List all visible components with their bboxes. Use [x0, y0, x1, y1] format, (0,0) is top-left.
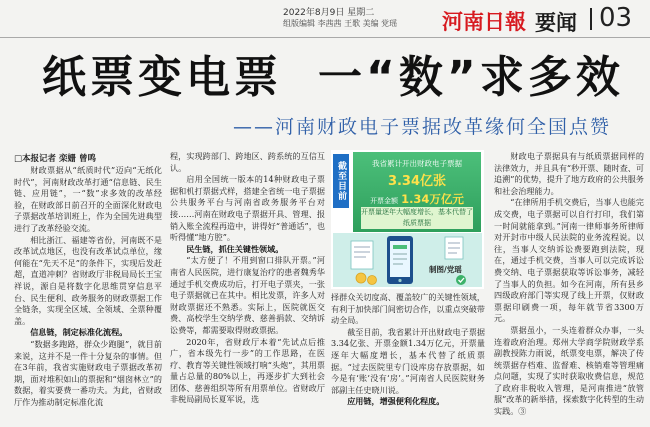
- infographic-tag: 截至目前: [333, 154, 349, 208]
- headline-subtitle: ——河南财政电子票据改革缘何全国点赞: [233, 116, 612, 138]
- header-rule: [0, 37, 650, 38]
- paragraph: 启用全国统一版本的14种财政电子票据和机打票据式样，搭建全省统一电子票据公共服务平台与河南省政务服务平台对接……河南在财政电子票据开具、管理、报销入账全流程再造中，讲得好“普通话”，也听得懂“地方腔”。: [170, 174, 325, 243]
- paragraph: 2020年，省财政厅本着“先试点后推广，省本级先行一步”的工作思路，在医疗、教育等关键性领域打响“头炮”，其用票量占总量的80%以上，再逐步扩大到社会团体、慈善组织等所有用票单位。省财政厅非税局副局长夏军说，选: [170, 336, 325, 405]
- paragraph: 财政电子票据具有与纸质票据同样的法律效力，并且具有“秒开票、随时查、可追溯”的优势，提升了地方政府的公共服务和社会治理能力。: [494, 151, 644, 196]
- newspaper-logo: 河南日報: [442, 9, 526, 34]
- infographic-amount-row: [353, 188, 481, 207]
- infographic-panel: [353, 152, 481, 232]
- paragraph: 财政票据从“纸质时代”迈向“无纸化时代”，河南财政改革打通“信息链、民生链、应用链”，一“数”求多效的改革经验，在财政部日前召开的全面深化财政电子票据改革培训班上，作为全国先进典型进行了改革经验交流。: [14, 165, 162, 233]
- byline: □本报记者 栾姗 曾鸣: [14, 154, 96, 164]
- check-icon: [456, 275, 466, 285]
- section-name: 要闻: [535, 11, 577, 35]
- section-subheading: 应用链，增强便利化程度。: [347, 396, 445, 407]
- infographic-box: [331, 150, 484, 289]
- article-column-4: [494, 151, 644, 423]
- headline-part-2: 一“数”求多效: [318, 52, 624, 103]
- infographic-amount: 1.34万亿元: [401, 192, 464, 206]
- infographic-heading: 我省累计开出财政电子票据: [372, 159, 462, 168]
- paragraph: 票据虽小，一头连着群众办事，一头连着政府治理。郑州大学商学院财政学系副教授陈力雨说，纸票变电票，解决了传统票据存档难、监督难、核销难等管理痛点问题，实现了实时获取收费信息，规范了政府非税收入管理，是河南推进“放管服”改革的新举措，探索数字化转型的生动实践。③: [494, 324, 644, 417]
- receipt-icon: [445, 237, 463, 259]
- article-column-2: [170, 151, 325, 423]
- infographic-count: 3.34亿张: [387, 174, 447, 189]
- paragraph: 截至目前，我省累计开出财政电子票据3.34亿张、开票金额1.34万亿元，开票量逐年大幅度增长，基本代替了纸质票据。“过去医院里专门设库房存放票据，如今是有‘账’没有‘房’。”河南省人民医院财务部副主任史晓川说。: [331, 326, 485, 395]
- receipt-icon: [351, 241, 373, 269]
- paragraph-continued: 程，实现跨部门、跨地区、跨系统的互信互认。: [170, 151, 325, 173]
- phone-icon: [387, 236, 413, 284]
- graphic-credit: 制图/党瑶: [429, 265, 462, 274]
- infographic-amount-label: 开票金额: [370, 197, 399, 205]
- paragraph: 相比浙江、福建等省份，河南既不是改革试点地区，也没有改革试点单位，缘何能在“先天不足”的条件下，实现后发赶超，直道冲刺？省财政厅非税局局长王宝祥说，源自是将数字化思维贯穿信息平台、民生便利、政务服务的财政票据工作全链条，实现全区域、全领域、全票种覆盖。: [14, 234, 162, 326]
- headline-part-1: 纸票变电票: [42, 52, 282, 103]
- paragraph: “在律所用手机交费后，当事人也能完成交费，电子票据可以自行打印，我们第一时间就能拿到。”河南一律师事务所律师对开封市中级人民法院的业务流程说。以往，当事人交纳诉讼费要跑到法院，现在，通过手机交费，当事人可以完成诉讼费交纳、电子票据获取等诉讼事务，减轻了当事人的负担。如今在河南，所有县乡四级政府部门等实现了线上开票，仅财政票据印刷费一项，每年就节省3300万元。: [494, 197, 644, 324]
- page-number: 03: [599, 3, 633, 33]
- section-subheading: 民生链，抓住关键性领域。: [186, 243, 284, 254]
- issue-date: 2022年8月9日 星期二: [283, 8, 375, 18]
- infographic-note: 开票量逐年大幅度增长，基本代替了纸质票据: [361, 207, 473, 229]
- paragraph: “太方便了！不用到窗口排队开票。”河南省人民医院，进行康复治疗的患者魏秀华通过手机交费成功后，打开电子票夹，一张电子票据就已在其中。相比发票，许多人对财政票据还不熟悉。实际上，医院就医交费、高校学生交纳学费、慈善捐款、交纳诉讼费等，都需要取得财政票据。: [170, 255, 325, 335]
- article-column-3: [331, 292, 485, 422]
- paragraph-continued: 择群众关切度高、覆盖较广的关键性领域，有利于加快部门间密切合作，以重点突破带动全局。: [331, 292, 485, 326]
- article-column-1: [14, 165, 162, 421]
- section-subheading: 信息链，制定标准化流程。: [30, 327, 128, 338]
- infographic-illustration: [333, 233, 482, 287]
- paragraph: “数据多跑路，群众少跑腿”，就目前来说，这并不是一件十分复杂的事情。但在3年前，我省实施财政电子票据改革初期，面对堆积如山的票据和“烟囱林立”的数据，着实要费一番功夫。为此，省财政厅作为推动制定标准化流: [14, 338, 162, 407]
- editor-credits: 组版编辑 李茜茜 王歌 美编 党瑶: [283, 19, 398, 28]
- header-divider: [590, 8, 592, 30]
